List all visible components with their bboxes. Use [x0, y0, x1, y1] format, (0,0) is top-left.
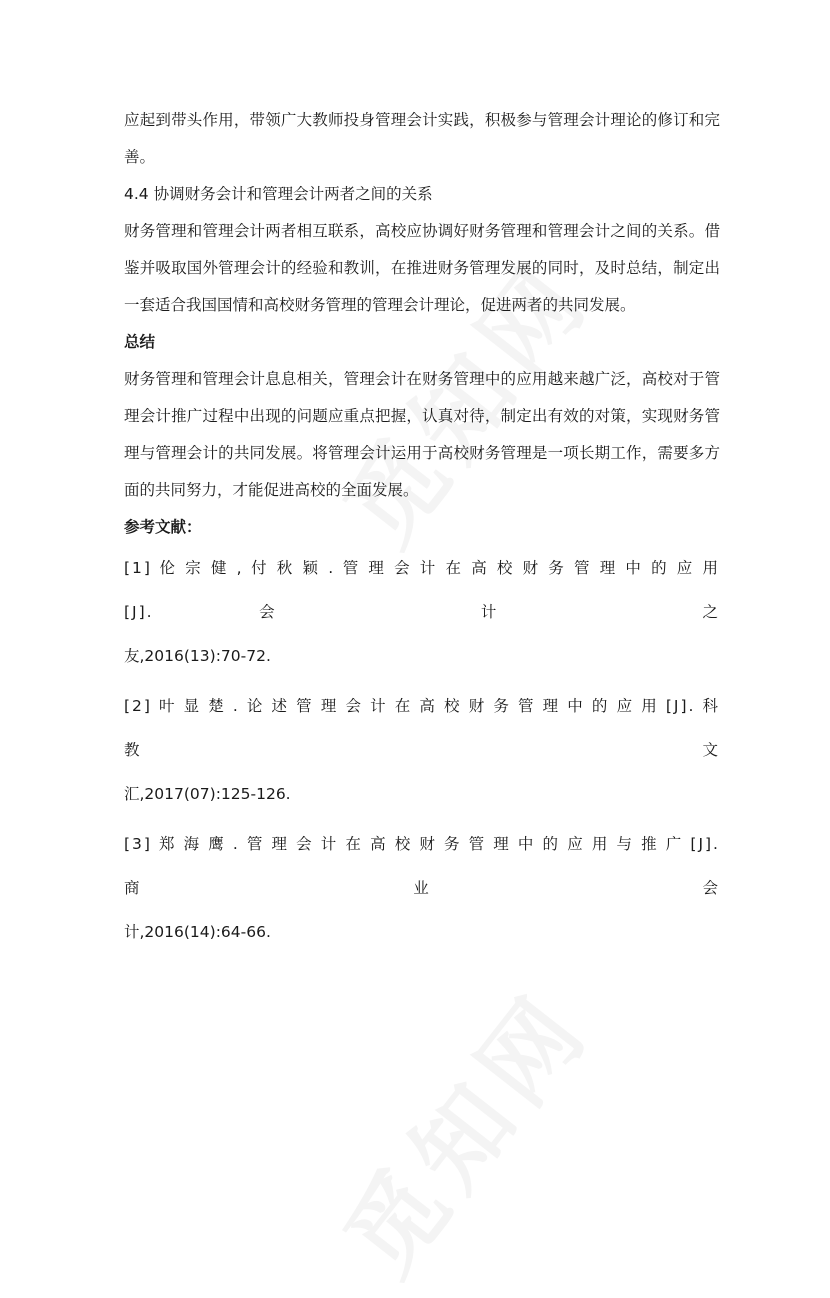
paragraph-summary: 财务管理和管理会计息息相关，管理会计在财务管理中的应用越来越广泛，高校对于管理会计推广过程中出现的问题应重点把握，认真对待，制定出有效的对策，实现财务管理与管理会计的共同发展。将管理会计运用于高校财务管理是一项长期工作，需要多方面的共同努力，才能促进高校的全面发展。: [124, 370, 720, 499]
watermark-text-2: [308, 959, 615, 1298]
reference-line: [2] 叶 显 楚 . 论 述 管 理 会 计 在 高 校 财 务 管 理 中 的 应 用 [J]. 科 教 文: [124, 697, 720, 759]
reference-item: [124, 546, 720, 678]
reference-line: 友,2016(13):70-72.: [124, 647, 271, 665]
document-body: [124, 102, 720, 960]
reference-line: 计,2016(14):64-66.: [124, 923, 271, 941]
reference-item: [124, 684, 720, 816]
reference-line: 汇,2017(07):125-126.: [124, 785, 291, 803]
section-heading-4-4: 4.4 协调财务会计和管理会计两者之间的关系: [124, 185, 433, 203]
summary-heading: 总结: [124, 333, 156, 351]
reference-item: [124, 822, 720, 954]
references-heading: 参考文献：: [124, 518, 202, 536]
reference-line: [1] 伦 宗 健 , 付 秋 颖 . 管 理 会 计 在 高 校 财 务 管 理 中 的 应 用 [J]. 会 计 之: [124, 559, 720, 621]
references-list: [124, 546, 720, 954]
paragraph-coordinate: 财务管理和管理会计两者相互联系，高校应协调好财务管理和管理会计之间的关系。借鉴并吸取国外管理会计的经验和教训，在推进财务管理发展的同时，及时总结，制定出一套适合我国国情和高校财务管理的管理会计理论，促进两者的共同发展。: [124, 222, 720, 314]
paragraph-continuation: 应起到带头作用，带领广大教师投身管理会计实践，积极参与管理会计理论的修订和完善。: [124, 111, 720, 166]
reference-line: [3] 郑 海 鹰 . 管 理 会 计 在 高 校 财 务 管 理 中 的 应 用 与 推 广 [J]. 商 业 会: [124, 835, 720, 897]
